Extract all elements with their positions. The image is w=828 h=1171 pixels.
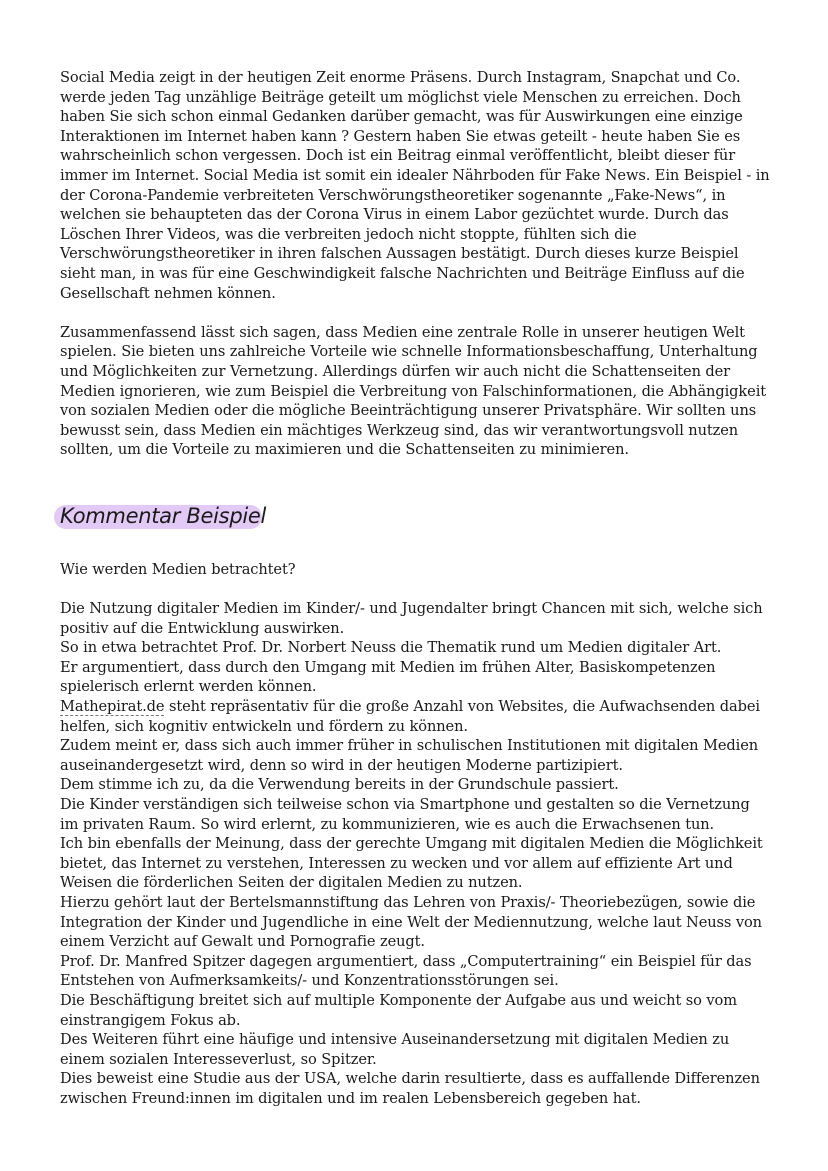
question-line: Wie werden Medien betrachtet? (60, 560, 296, 578)
comment-line: Ich bin ebenfalls der Meinung, dass der gerechte Umgang mit digitalen Medien die Möglichkeit bietet, das Internet zu verstehen, Interessen zu wecken und vor allem auf effiziente Art und Weisen die förderlichen Seiten der digitalen Medien zu nutzen. (60, 835, 763, 892)
comment-line: Die Nutzung digitaler Medien im Kinder/- und Jugendalter bringt Chancen mit sich, welche sich positiv auf die Entwicklung auswirken. (60, 600, 763, 637)
comment-line: Zudem meint er, dass sich auch immer früher in schulischen Institutionen mit digitalen Medien auseinandergesetzt wird, denn so wird in der heutigen Moderne partizipiert. (60, 737, 759, 774)
comment-body (60, 599, 770, 1108)
document-page (60, 68, 770, 1109)
comment-line: Prof. Dr. Manfred Spitzer dagegen argumentiert, dass „Computertraining“ ein Beispiel für das Entstehen von Aufmerksamkeits/- und Konzentrationsstörungen sei. (60, 952, 752, 990)
comment-line: Hierzu gehört laut der Bertelsmannstiftung das Lehren von Praxis/- Theoriebezügen, sowie die Integration der Kinder und Jugendliche in eine Welt der Mediennutzung, welche laut Neuss von einem Verzicht auf Gewalt und Pornografie zeugt. (60, 893, 762, 951)
comment-line-mathepirat (60, 697, 770, 736)
section-heading-block (60, 500, 770, 532)
mathepirat-link: Mathepirat.de (60, 698, 165, 716)
comment-line: Die Beschäftigung breitet sich auf multiple Komponente der Aufgabe aus und weicht so vom einstrangigem Fokus ab. (60, 991, 737, 1029)
mathepirat-rest: steht repräsentativ für die große Anzahl von Websites, die Aufwachsenden dabei helfen, sich kognitiv entwickeln und fördern zu können. (60, 698, 760, 735)
comment-line: Dies beweist eine Studie aus der USA, welche darin resultierte, dass es auffallende Differenzen zwischen Freund:innen im digitalen und im realen Lebensbereich gegeben hat. (60, 1070, 760, 1107)
comment-line: Dem stimme ich zu, da die Verwendung bereits in der Grundschule passiert. (60, 776, 619, 794)
comment-line: Des Weiteren führt eine häufige und intensive Auseinandersetzung mit digitalen Medien zu einem sozialen Interesseverlust, so Spitzer. (60, 1031, 730, 1068)
comment-line: Die Kinder verständigen sich teilweise schon via Smartphone und gestalten so die Vernetzung im privaten Raum. So wird erlernt, zu kommunizieren, wie es auch die Erwachsenen tun. (60, 796, 750, 833)
intro-paragraph: Social Media zeigt in der heutigen Zeit enorme Präsens. Durch Instagram, Snapchat und Co. werde jeden Tag unzählige Beiträge geteilt um möglichst viele Menschen zu erreichen. Doch haben Sie sich schon einmal Gedanken darüber gemacht, was für Auswirkungen eine einzige Interaktionen im Internet haben kann ? Gestern haben Sie etwas geteilt - heute haben Sie es wahrscheinlich schon vergessen. Doch ist ein Beitrag einmal veröffentlicht, bleibt dieser für immer im Internet. Social Media ist somit ein idealer Nährboden für Fake News. Ein Beispiel - in der Corona-Pandemie verbreiteten Verschwörungstheoretiker sogenannte „Fake-News“, in welchen sie behaupteten das der Corona Virus in einem Labor gezüchtet wurde. Durch das Löschen Ihrer Videos, was die verbreiten jedoch nicht stoppte, fühlten sich die Verschwörungstheoretiker in ihren falschen Aussagen bestätigt. Durch dieses kurze Beispiel sieht man, in was für eine Geschwindigkeit falsche Nachrichten und Beiträge Einfluss auf die Gesellschaft nehmen können. (60, 69, 770, 302)
comment-line: Er argumentiert, dass durch den Umgang mit Medien im frühen Alter, Basiskompetenzen spielerisch erlernt werden können. (60, 658, 716, 696)
summary-paragraph: Zusammenfassend lässt sich sagen, dass Medien eine zentrale Rolle in unserer heutigen Welt spielen. Sie bieten uns zahlreiche Vorteile wie schnelle Informationsbeschaffung, Unterhaltung und Möglichkeiten zur Vernetzung. Allerdings dürfen wir auch nicht die Schattenseiten der Medien ignorieren, wie zum Beispiel die Verbreitung von Falschinformationen, die Abhängigkeit von sozialen Medien oder die mögliche Beeinträchtigung unserer Privatsphäre. Wir sollten uns bewusst sein, dass Medien ein mächtiges Werkzeug sind, das wir verantwortungsvoll nutzen sollten, um die Vorteile zu maximieren und die Schattenseiten zu minimieren. (60, 323, 767, 459)
comment-line: So in etwa betrachtet Prof. Dr. Norbert Neuss die Thematik rund um Medien digitaler Art. (60, 639, 722, 657)
section-heading: Kommentar Beispiel (60, 503, 267, 528)
